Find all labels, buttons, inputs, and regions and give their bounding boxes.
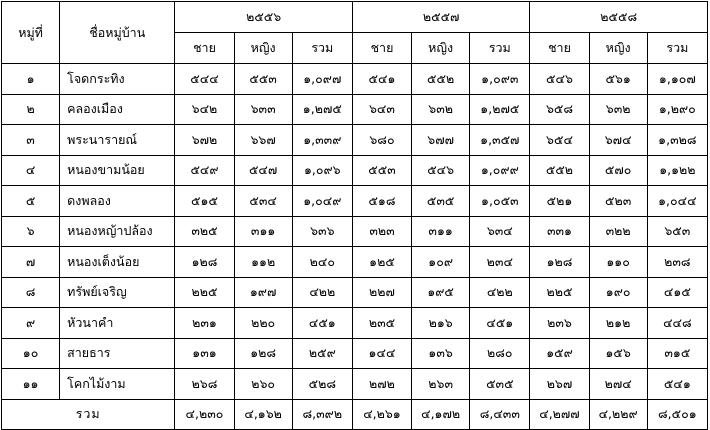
female-cell: ๕๓๕ — [412, 186, 470, 217]
header-year: ๒๕๕๗ — [352, 2, 530, 33]
male-cell: ๑๓๑ — [175, 338, 234, 369]
male-cell: ๒๒๕ — [175, 277, 234, 308]
male-cell: ๖๕๘ — [530, 94, 589, 125]
total-cell: ๔๒๒ — [292, 277, 352, 308]
table-row — [2, 247, 708, 278]
female-cell: ๕๖๑ — [589, 64, 647, 95]
male-cell: ๒๓๕ — [352, 308, 411, 339]
village-no-cell: ๑๐ — [2, 338, 60, 369]
total-cell: ๒๓๘ — [647, 247, 707, 278]
female-cell: ๒๒๐ — [234, 308, 292, 339]
female-cell: ๑๓๖ — [412, 338, 470, 369]
male-cell: ๕๔๑ — [352, 64, 411, 95]
grand-female-cell: ๔,๒๒๙ — [589, 399, 647, 429]
male-cell: ๖๗๒ — [175, 125, 234, 156]
total-cell: ๑,๓๓๙ — [292, 125, 352, 156]
total-cell: ๖๕๓ — [647, 216, 707, 247]
header-total: รวม — [647, 33, 707, 64]
population-table — [1, 1, 708, 430]
male-cell: ๕๒๑ — [530, 186, 589, 217]
female-cell: ๓๑๑ — [234, 216, 292, 247]
village-name-cell: ดงพลอง — [60, 186, 175, 217]
table-row — [2, 216, 708, 247]
male-cell: ๖๕๔ — [530, 125, 589, 156]
total-cell: ๒๘๐ — [470, 338, 530, 369]
total-cell: ๖๓๔ — [470, 216, 530, 247]
village-no-cell: ๙ — [2, 308, 60, 339]
female-cell: ๖๖๗ — [234, 125, 292, 156]
female-cell: ๑๒๘ — [234, 338, 292, 369]
village-no-cell: ๒ — [2, 94, 60, 125]
male-cell: ๒๓๑ — [175, 308, 234, 339]
male-cell: ๓๒๕ — [175, 216, 234, 247]
grand-male-cell: ๔,๒๖๑ — [352, 399, 411, 429]
total-cell: ๑,๑๐๗ — [647, 64, 707, 95]
total-cell: ๔๒๒ — [470, 277, 530, 308]
male-cell: ๕๔๙ — [175, 155, 234, 186]
village-no-cell: ๓ — [2, 125, 60, 156]
male-cell: ๓๒๓ — [352, 216, 411, 247]
grand-total-cell: ๘,๕๐๑ — [647, 399, 707, 429]
total-cell: ๑,๐๔๙ — [292, 186, 352, 217]
table-row — [2, 308, 708, 339]
total-cell: ๑,๑๒๒ — [647, 155, 707, 186]
female-cell: ๖๓๒ — [412, 94, 470, 125]
header-total: รวม — [470, 33, 530, 64]
male-cell: ๕๕๒ — [530, 155, 589, 186]
village-no-cell: ๑ — [2, 64, 60, 95]
female-cell: ๑๑๐ — [589, 247, 647, 278]
male-cell: ๑๔๔ — [352, 338, 411, 369]
village-no-cell: ๕ — [2, 186, 60, 217]
total-cell: ๕๒๘ — [292, 369, 352, 400]
total-label: รวม — [2, 399, 175, 429]
total-cell: ๑,๐๙๓ — [470, 64, 530, 95]
village-no-cell: ๔ — [2, 155, 60, 186]
male-cell: ๓๓๑ — [530, 216, 589, 247]
female-cell: ๓๒๒ — [589, 216, 647, 247]
table-row — [2, 64, 708, 95]
total-cell: ๑,๒๙๐ — [647, 94, 707, 125]
male-cell: ๑๒๘ — [530, 247, 589, 278]
table-row — [2, 155, 708, 186]
female-cell: ๒๖๐ — [234, 369, 292, 400]
female-cell: ๑๙๕ — [412, 277, 470, 308]
female-cell: ๕๔๖ — [412, 155, 470, 186]
total-cell: ๔๕๑ — [470, 308, 530, 339]
male-cell: ๒๒๗ — [352, 277, 411, 308]
total-cell: ๒๕๙ — [292, 338, 352, 369]
header-village-name: ชื่อหมู่บ้าน — [60, 2, 175, 64]
table-row — [2, 277, 708, 308]
header-village-no: หมู่ที่ — [2, 2, 60, 64]
female-cell: ๓๑๑ — [412, 216, 470, 247]
total-row — [2, 399, 708, 429]
female-cell: ๖๓๓ — [234, 94, 292, 125]
total-cell: ๑,๒๗๕ — [470, 94, 530, 125]
village-no-cell: ๖ — [2, 216, 60, 247]
grand-female-cell: ๔,๑๗๒ — [412, 399, 470, 429]
header-female: หญิง — [412, 33, 470, 64]
male-cell: ๑๒๕ — [352, 247, 411, 278]
male-cell: ๖๔๓ — [352, 94, 411, 125]
female-cell: ๒๑๒ — [589, 308, 647, 339]
village-name-cell: สายธาร — [60, 338, 175, 369]
table-row — [2, 338, 708, 369]
total-cell: ๑,๓๒๘ — [647, 125, 707, 156]
village-name-cell: หนองขามน้อย — [60, 155, 175, 186]
female-cell: ๑๑๒ — [234, 247, 292, 278]
female-cell: ๕๗๐ — [589, 155, 647, 186]
female-cell: ๕๓๔ — [234, 186, 292, 217]
female-cell: ๕๒๓ — [589, 186, 647, 217]
female-cell: ๑๐๙ — [412, 247, 470, 278]
male-cell: ๕๑๘ — [352, 186, 411, 217]
male-cell: ๖๘๐ — [352, 125, 411, 156]
header-row-years — [2, 2, 708, 33]
village-no-cell: ๘ — [2, 277, 60, 308]
village-name-cell: คลองเมือง — [60, 94, 175, 125]
village-name-cell: หนองหญ้าปล้อง — [60, 216, 175, 247]
header-female: หญิง — [589, 33, 647, 64]
table-row — [2, 186, 708, 217]
header-male: ชาย — [530, 33, 589, 64]
male-cell: ๑๒๘ — [175, 247, 234, 278]
female-cell: ๖๓๒ — [589, 94, 647, 125]
grand-male-cell: ๔,๒๓๐ — [175, 399, 234, 429]
village-name-cell: โจดกระทิง — [60, 64, 175, 95]
total-cell: ๕๓๕ — [470, 369, 530, 400]
male-cell: ๒๗๒ — [352, 369, 411, 400]
total-cell: ๑,๐๔๔ — [647, 186, 707, 217]
total-cell: ๒๔๐ — [292, 247, 352, 278]
female-cell: ๕๕๓ — [234, 64, 292, 95]
total-cell: ๑,๐๕๓ — [470, 186, 530, 217]
village-no-cell: ๗ — [2, 247, 60, 278]
header-year: ๒๕๕๖ — [175, 2, 353, 33]
female-cell: ๕๕๒ — [412, 64, 470, 95]
grand-female-cell: ๔,๑๖๒ — [234, 399, 292, 429]
female-cell: ๑๕๖ — [589, 338, 647, 369]
header-female: หญิง — [234, 33, 292, 64]
table-row — [2, 94, 708, 125]
female-cell: ๒๗๔ — [589, 369, 647, 400]
total-cell: ๑,๐๙๙ — [470, 155, 530, 186]
table-body — [2, 64, 708, 430]
table-row — [2, 369, 708, 400]
female-cell: ๑๙๗ — [234, 277, 292, 308]
village-no-cell: ๑๑ — [2, 369, 60, 400]
village-name-cell: โคกไม้งาม — [60, 369, 175, 400]
male-cell: ๒๖๘ — [175, 369, 234, 400]
village-name-cell: หัวนาคำ — [60, 308, 175, 339]
male-cell: ๒๒๕ — [530, 277, 589, 308]
male-cell: ๕๔๔ — [175, 64, 234, 95]
male-cell: ๖๔๒ — [175, 94, 234, 125]
grand-total-cell: ๘,๔๓๓ — [470, 399, 530, 429]
header-year: ๒๕๕๘ — [530, 2, 708, 33]
village-name-cell: ทรัพย์เจริญ — [60, 277, 175, 308]
female-cell: ๒๖๓ — [412, 369, 470, 400]
total-cell: ๒๓๔ — [470, 247, 530, 278]
village-name-cell: หนองเต็งน้อย — [60, 247, 175, 278]
female-cell: ๑๙๐ — [589, 277, 647, 308]
male-cell: ๑๕๙ — [530, 338, 589, 369]
header-male: ชาย — [352, 33, 411, 64]
total-cell: ๔๑๕ — [647, 277, 707, 308]
male-cell: ๒๓๖ — [530, 308, 589, 339]
male-cell: ๕๕๓ — [352, 155, 411, 186]
total-cell: ๑,๒๗๕ — [292, 94, 352, 125]
female-cell: ๖๗๗ — [412, 125, 470, 156]
female-cell: ๕๔๗ — [234, 155, 292, 186]
male-cell: ๕๔๖ — [530, 64, 589, 95]
male-cell: ๕๑๕ — [175, 186, 234, 217]
total-cell: ๖๓๖ — [292, 216, 352, 247]
total-cell: ๑,๓๕๗ — [470, 125, 530, 156]
total-cell: ๑,๐๙๖ — [292, 155, 352, 186]
grand-male-cell: ๔,๒๗๗ — [530, 399, 589, 429]
village-name-cell: พระนารายณ์ — [60, 125, 175, 156]
total-cell: ๔๔๘ — [647, 308, 707, 339]
female-cell: ๖๗๔ — [589, 125, 647, 156]
total-cell: ๑,๐๙๗ — [292, 64, 352, 95]
total-cell: ๕๔๑ — [647, 369, 707, 400]
table-row — [2, 125, 708, 156]
female-cell: ๒๑๖ — [412, 308, 470, 339]
total-cell: ๔๕๑ — [292, 308, 352, 339]
total-cell: ๓๑๕ — [647, 338, 707, 369]
male-cell: ๒๖๗ — [530, 369, 589, 400]
grand-total-cell: ๘,๓๙๒ — [292, 399, 352, 429]
header-total: รวม — [292, 33, 352, 64]
header-male: ชาย — [175, 33, 234, 64]
